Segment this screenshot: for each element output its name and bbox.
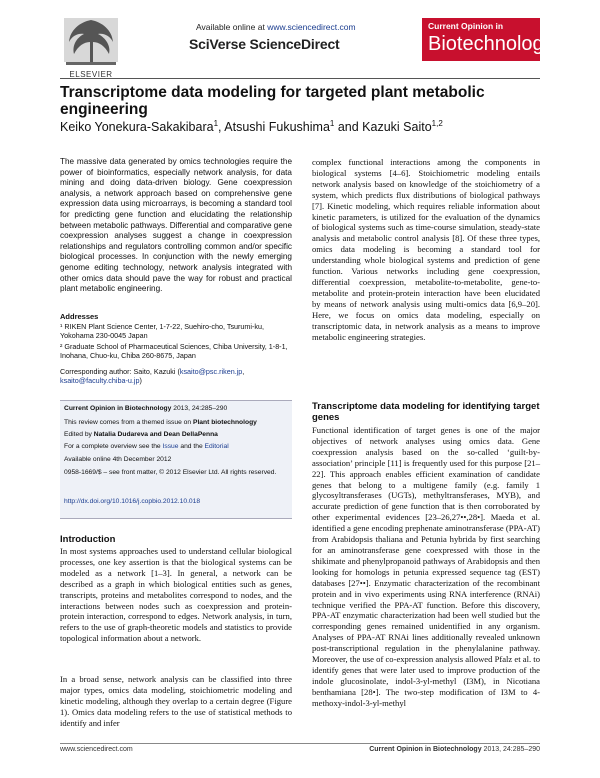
author-separator: , [218, 120, 225, 135]
footer-url[interactable]: www.sciencedirect.com [60, 746, 133, 753]
intro-paragraph-2: In a broad sense, network analysis can be classified into three major types, omics data modeling, stoichiometric modeling and kinetic modeling, although they overlap to a certain degree (Figure 1). Omics data modeling refers to the use of statistical methods to identify and infer [60, 674, 292, 728]
issue-link[interactable]: Issue [162, 443, 179, 450]
email-link-1[interactable]: ksaito@psc.riken.jp [179, 367, 243, 376]
email-separator: , [242, 367, 245, 376]
header-divider [60, 78, 540, 79]
sciverse-label: SciVerse [189, 36, 250, 52]
author-affiliation: 1 [213, 119, 219, 128]
author-name: Atsushi Fukushima [224, 120, 330, 135]
article-info-box [60, 400, 292, 519]
address-2: ² Graduate School of Pharmaceutical Sciences, Chiba University, 1-8-1, Inohana, Chuo-ku, Chiba 260-8675, Japan [60, 342, 288, 360]
publisher-name: ELSEVIER [69, 70, 113, 79]
citation [64, 405, 288, 413]
intro-paragraph-3: complex functional interactions among the components in biological systems [4–6]. Stoichiometric modeling entails network analysis based on knowledge of the stoichiometry of a system, which predicts flux distributions of biological pathways [7]. Kinetic modeling, which requires reliable information about kinetic parameters, is utilized for the evaluation of the dynamics of biological systems such as time-course simulation, steady-state analysis and metabolic control analysis [8]. Of these three types, omics data modeling is becoming a standard tool for understanding whole biological systems and prediction of gene function. Various networks including gene coexpression, differential coexpression, metabolite-to-metabolite, gene-to-metabolite and protein-protein interaction have been elucidated by means of network analysis using multi-omics data [6,9–20]. Here, we focus on omics data modeling, especially on transcriptomic data, in network analysis as a means to improve metabolic engineering strategies. [312, 157, 540, 342]
copyright-notice: 0958-1669/$ – see front matter, © 2012 Elsevier Ltd. All rights reserved. [64, 469, 277, 476]
citation-volume: 2013, 24:285–290 [171, 405, 228, 412]
overview-and: and the [178, 443, 205, 450]
footer-divider [60, 743, 540, 744]
author-affiliation: 1,2 [431, 119, 443, 128]
citation-journal: Current Opinion in Biotechnology [64, 405, 172, 412]
themed-issue-name: Plant biotechnology [192, 419, 257, 426]
article-title: Transcriptome data modeling for targeted plant metabolic engineering [60, 84, 485, 118]
author-affiliation: 1 [329, 119, 335, 128]
edited-by-label: Edited by [64, 431, 94, 438]
edited-by [64, 431, 288, 439]
editorial-link[interactable]: Editorial [204, 443, 229, 450]
footer-citation [340, 746, 540, 753]
section-heading-introduction: Introduction [60, 534, 116, 545]
addresses-heading: Addresses [60, 312, 99, 321]
author-list [60, 119, 540, 134]
journal-name-line1: Current Opinion in [428, 21, 504, 31]
themed-issue [64, 419, 288, 427]
overview-line [64, 443, 288, 451]
footer-journal: Current Opinion in Biotechnology [369, 746, 482, 753]
author-name: Keiko Yonekura-Sakakibara [60, 120, 214, 135]
intro-paragraph-1: In most systems approaches used to understand cellular biological processes, one key assertion is that the biological systems can be modeled as a network [1–3]. In general, a network can be described as a graph in which biological entities such as genes, transcripts, proteins and metabolites correspond to nodes, and the interactions between nodes such as coexpression and protein-protein interaction, correspond to edges. Network analysis, in turn, refers to the use of graph-theoretic models and statistics to provide topological information about a network. [60, 546, 292, 644]
sciencedirect-label: ScienceDirect [249, 36, 340, 52]
available-online-date: Available online 4th December 2012 [64, 456, 172, 463]
email-link-2[interactable]: ksaito@faculty.chiba-u.jp [60, 376, 140, 385]
footer-volume: 2013, 24:285–290 [481, 746, 540, 753]
available-label: Available online at [196, 22, 268, 32]
corresponding-author [60, 367, 292, 385]
address-1: ¹ RIKEN Plant Science Center, 1-7-22, Suehiro-cho, Tsurumi-ku, Yokohama 230-0045 Japan [60, 322, 264, 340]
overview-label: For a complete overview see the [64, 443, 163, 450]
editor-names: Natalia Dudareva and Dean DellaPenna [93, 431, 218, 438]
abstract: The massive data generated by omics technologies require the power of bioinformatics, especially network analysis, for data mining and doing data-driven biology. Gene coexpression analysis, a network approach based on comprehensive gene expression data using microarrays, is becoming a standard tool for predicting gene function and elucidating the relationship between metabolic pathways. Differential and comparative gene coexpression analyses suggest a change in coexpression relationships and regulators controlling common and/or specific biological processes. In conjunction with the newly emerging genome editing technology, network analysis integrated with other omics data should pave the way for robust and practical plant metabolic engineering. [60, 157, 292, 294]
journal-name-line2: Biotechnology [428, 33, 554, 55]
section-heading-transcriptome: Transcriptome data modeling for identifying target genes [312, 401, 540, 423]
sciencedirect-link[interactable]: www.sciencedirect.com [267, 22, 356, 32]
doi-link[interactable]: http://dx.doi.org/10.1016/j.copbio.2012.10.018 [64, 498, 201, 505]
section-paragraph-1: Functional identification of target genes is one of the major objectives of network analyses using omics data. Gene coexpression analysis based on the so-called ‘guilt-by-association’ principle [11] is frequently used for this purpose [21–22]. This approach enables efficient examination of candidate genes that belong to a multigene family (e.g. family 1 glycosyltransferases (UGTs), methyltransferases, MYB), and accurate prediction of gene function that is then corroborated by other experimental evidences [23–26,27••,28•]. Maeda et al. identified a gene encoding prephenate aminotransferase (PPA-AT) from Arabidopsis thaliana and Petunia hybrida by first searching for an aminotransferase gene coexpressed with those in the shikimate and phenylpropanoid pathways of Arabidopsis and then looking for homologs in petunia expressed sequence tag (EST) databases [27••]. Enzymatic characterization of the recombinant protein and in vivo experiments using RNA interference (RNAi) technique verified the PPA-AT function. Before this discovery, PPA-AT enzymatic characterization had been well studied but the corresponding genes remained unidentified in any organism. Analyses of PPA-AT RNAi lines additionally revealed unknown post-transcriptional regulation in the phenylalanine pathway. Moreover, the use of co-expression analysis allowed Pfalz et al. to identify genes that were later used to improve production of the indole glucosinolate, indol-3-yl-methyl (I3M), in Nicotiana benthamiana [28•]. The two-step modification of I3M to 4-methoxy-indol-3-yl-methyl [312, 425, 540, 708]
corresponding-label: Corresponding author: Saito, Kazuki ( [60, 367, 180, 376]
themed-issue-label: This review comes from a themed issue on [64, 419, 193, 426]
author-separator: and [334, 120, 363, 135]
sciverse-brand [189, 36, 340, 52]
available-online [196, 22, 356, 32]
corresponding-close: ) [139, 376, 142, 385]
author-name: Kazuki Saito [362, 120, 432, 135]
journal-banner [422, 18, 554, 61]
elsevier-tree-logo [60, 14, 122, 72]
